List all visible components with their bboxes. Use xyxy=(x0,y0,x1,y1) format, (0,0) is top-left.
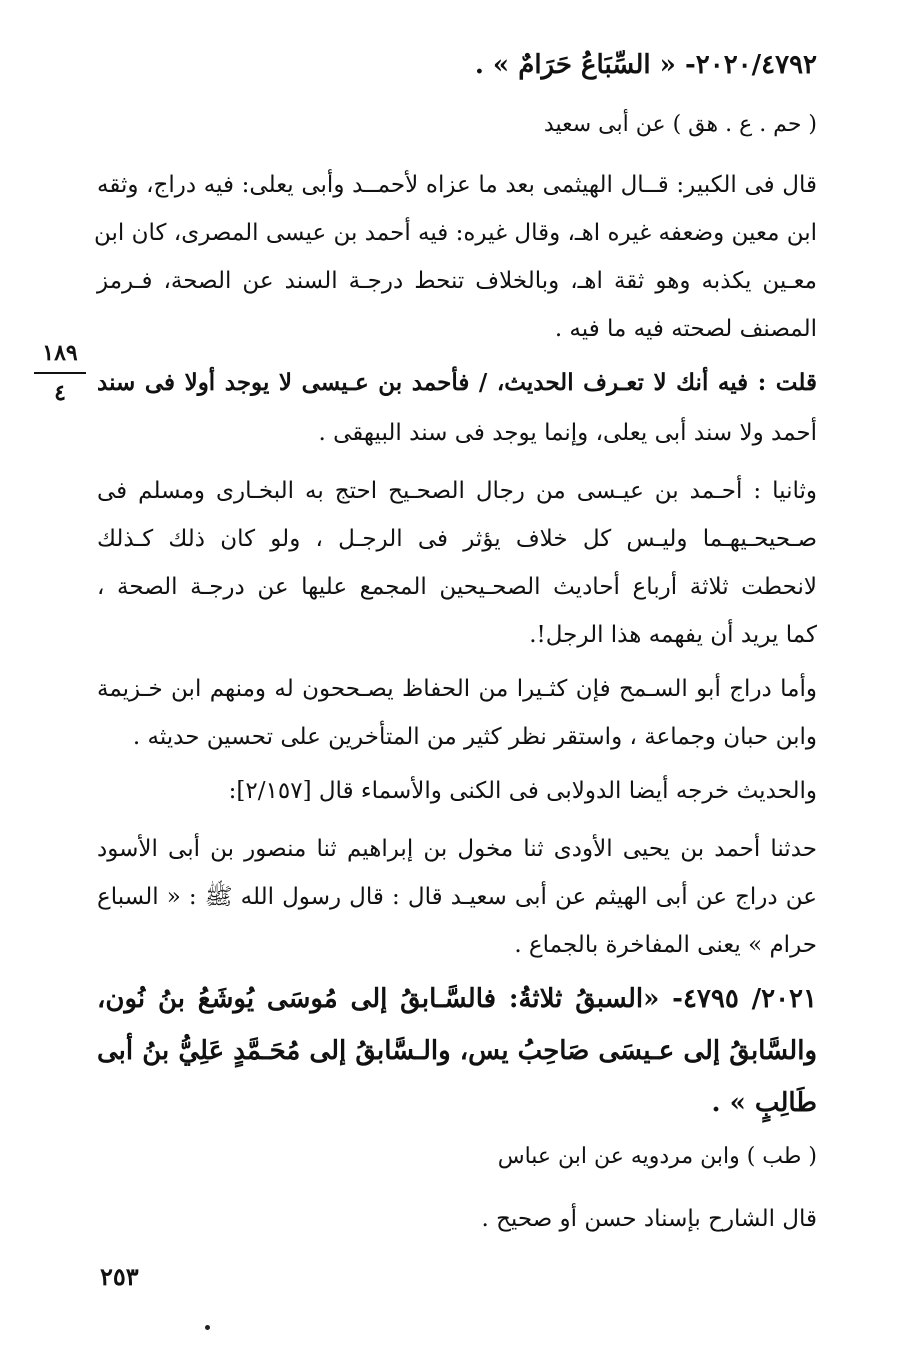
paragraph-line: حدثنا أحمد بن يحيى الأودى ثنا مخول بن إبراهيم ثنا منصور بن أبى الأسود xyxy=(97,836,817,862)
hadith-heading-2021: ٢٠٢١/ ٤٧٩٥- «السبقُ ثلاثةُ: فالسَّـابقُ إلى مُوسَى يُوشَعُ بنُ نُون، xyxy=(97,984,817,1014)
paragraph-line: وثانيا : أحـمد بن عيـسى من رجال الصحـيح احتج به البخـارى ومسلم فى xyxy=(97,478,817,504)
hadith-heading-2021: طَالِبٍ » . xyxy=(711,1088,817,1118)
paragraph-line: وابن حبان وجماعة ، واستقر نظر كثير من المتأخرين على تحسين حديثه . xyxy=(132,724,817,750)
page-number: ٢٥٣ xyxy=(100,1262,139,1291)
paragraph-line: والحديث خرجه أيضا الدولابى فى الكنى والأسماء قال [٢/١٥٧]: xyxy=(228,778,817,804)
margin-folio-note xyxy=(32,340,88,406)
paragraph-line: أحمد ولا سند أبى يعلى، وإنما يوجد فى سند البيهقى . xyxy=(318,420,817,446)
paragraph-line: قلت : فيه أنك لا تعـرف الحديث، / فأحمد بن عـيسى لا يوجد أولا فى سند xyxy=(97,369,817,396)
paragraph-line: ابن معين وضعفه غيره اهـ، وقال غيره: فيه أحمد بن عيسى المصرى، كان ابن xyxy=(94,220,817,246)
paragraph-line: كما يريد أن يفهمه هذا الرجل!. xyxy=(529,622,817,648)
paragraph-line: قال فى الكبير: قــال الهيثمى بعد ما عزاه لأحمــد وأبى يعلى: فيه دراج، وثقه xyxy=(97,172,817,198)
hadith-source-2020: ( حم . ع . هق ) عن أبى سعيد xyxy=(543,112,817,137)
hadith-heading-2020: ٢٠٢٠/٤٧٩٢- « السِّبَاعُ حَرَامٌ » . xyxy=(474,50,817,80)
margin-folio-rule xyxy=(34,372,86,374)
paragraph-line: المصنف لصحته فيه ما فيه . xyxy=(554,316,817,342)
margin-folio-bottom: ٤ xyxy=(54,380,66,406)
paragraph-line: معـين يكذبه وهو ثقة اهـ، وبالخلاف تنحط درجـة السند عن الصحة، فـرمز xyxy=(97,268,817,294)
paragraph-line: لانحطت ثلاثة أرباع أحاديث الصحـيحين المجمع عليها عن درجـة الصحة ، xyxy=(97,574,817,600)
hadith-source-2021: ( طب ) وابن مردويه عن ابن عباس xyxy=(497,1144,817,1169)
hadith-heading-2021: والسَّابقُ إلى عـيسَى صَاحِبُ يس، والـسَّابقُ إلى مُحَـمَّدٍ عَلِيُّ بنُ أبى xyxy=(97,1036,817,1066)
print-speck xyxy=(205,1325,210,1330)
paragraph-line: حرام » يعنى المفاخرة بالجماع . xyxy=(514,932,817,958)
paragraph-line: صـحيحـيهـما وليـس كل خلاف يؤثر فى الرجـل ، ولو كان ذلك كـذلك xyxy=(97,526,817,552)
margin-folio-top: ١٨٩ xyxy=(42,340,78,366)
commentary-line: قال الشارح بإسناد حسن أو صحيح . xyxy=(481,1206,817,1232)
paragraph-line: وأما دراج أبو السـمح فإن كثـيرا من الحفاظ يصـححون له ومنهم ابن خـزيمة xyxy=(97,676,817,702)
paragraph-line: عن دراج عن أبى الهيثم عن أبى سعيـد قال : قال رسول الله ﷺ : « السباع xyxy=(97,884,817,910)
